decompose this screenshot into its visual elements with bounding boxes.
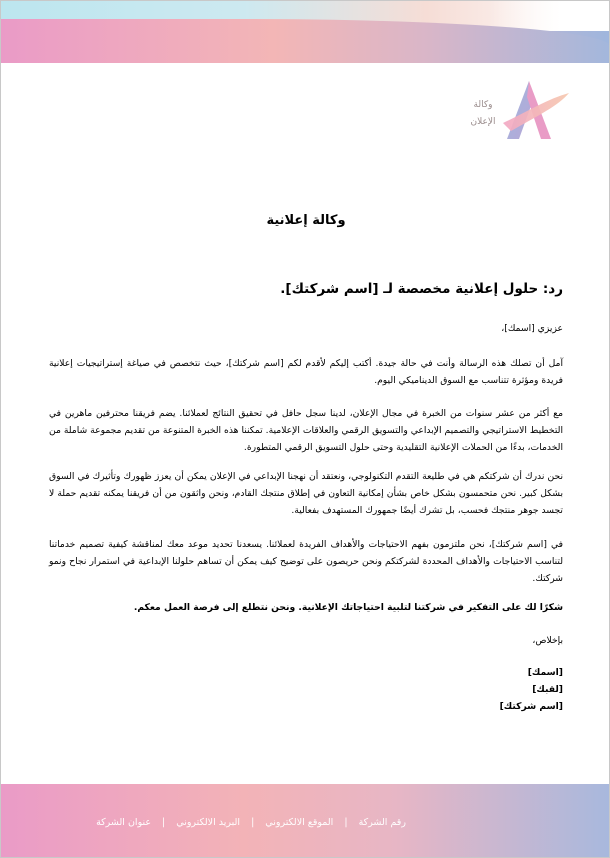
footer-website: الموقع الالكتروني bbox=[265, 817, 334, 828]
paragraph-experience: مع أكثر من عشر سنوات من الخبرة في مجال الإعلان، لدينا سجل حافل في تحقيق النتائج لعملائنا. يضم فريقنا محترفين ماهرين في التخطيط الاستراتيجي والتصميم الإبداعي والتسويق الرقمي والعلاقات الإعلامية. تمكننا هذه الخبرة المتنوعة من تقديم مجموعة شاملة من الخدمات، بدءًا من الحملات الإعلانية التقليدية وحتى حلول التسويق الرقمي المتطورة. bbox=[49, 408, 563, 453]
header-band bbox=[1, 1, 609, 61]
signature-block bbox=[49, 664, 563, 715]
footer-address: عنوان الشركة bbox=[96, 817, 152, 828]
paragraph-intro: آمل أن تصلك هذه الرسالة وأنت في حالة جيدة. أكتب إليكم لأقدم لكم [اسم شركتك]، حيث نتخصص في صياغة إستراتيجيات إعلانية فريدة ومؤثرة تتناسب مع السوق الديناميكي اليوم. bbox=[49, 358, 563, 386]
signature-company: [اسم شركتك] bbox=[499, 701, 563, 712]
salutation: عزيزي [اسمك]، bbox=[501, 323, 563, 334]
footer-email: البريد الالكتروني bbox=[176, 817, 241, 828]
signature-name: [اسمك] bbox=[527, 667, 563, 678]
logo-text bbox=[463, 97, 503, 131]
paragraph-meeting: في [اسم شركتك]، نحن ملتزمون بفهم الاحتياجات والأهداف الفريدة لعملائنا. يسعدنا تحديد موعد معك لمناقشة كيفية تصميم خدماتنا لتناسب الاحتياجات والأهداف المحددة لشركتكم ونحن حريصون على توضيح كيف يمكن أن تساهم حلولنا الإبداعية في استمرار نجاح ونمو شركتك. bbox=[49, 539, 563, 584]
signature-title: [لقبك] bbox=[532, 684, 563, 695]
footer-separator: | bbox=[344, 817, 348, 828]
footer-separator: | bbox=[162, 817, 166, 828]
logo-text-line1: وكالة bbox=[473, 100, 493, 110]
closing: بإخلاص، bbox=[532, 635, 563, 646]
agency-logo bbox=[463, 79, 573, 143]
logo-a-icon bbox=[499, 79, 573, 141]
footer-company-number: رقم الشركة bbox=[358, 817, 406, 828]
footer-contact bbox=[61, 817, 441, 828]
subject-line: رد: حلول إعلانية مخصصة لـ [اسم شركتك]. bbox=[280, 281, 563, 297]
paragraph-collaboration: نحن ندرك أن شركتكم هي في طليعة التقدم التكنولوجي، ونعتقد أن نهجنا الإبداعي في الإعلان يمكن أن يعزز ظهورك وتأثيرك في السوق بشكل كبير. نحن متحمسون بشكل خاص بشأن إمكانية التعاون في إطلاق منتجك القادم، ونحن واثقون من أن فريقنا يمكنه تقديم حملة لا تجسد جوهر منتجك فحسب، بل تشرك أيضًا جمهورك المستهدف بفعالية. bbox=[49, 471, 563, 516]
footer-separator: | bbox=[251, 817, 255, 828]
paragraph-thanks: شكرًا لك على التفكير في شركتنا لتلبية احتياجاتك الإعلانية. ونحن نتطلع إلى فرصة العمل معكم. bbox=[133, 602, 563, 613]
agency-title: وكالة إعلانية bbox=[266, 213, 346, 228]
logo-text-line2: الإعلان bbox=[470, 117, 496, 127]
